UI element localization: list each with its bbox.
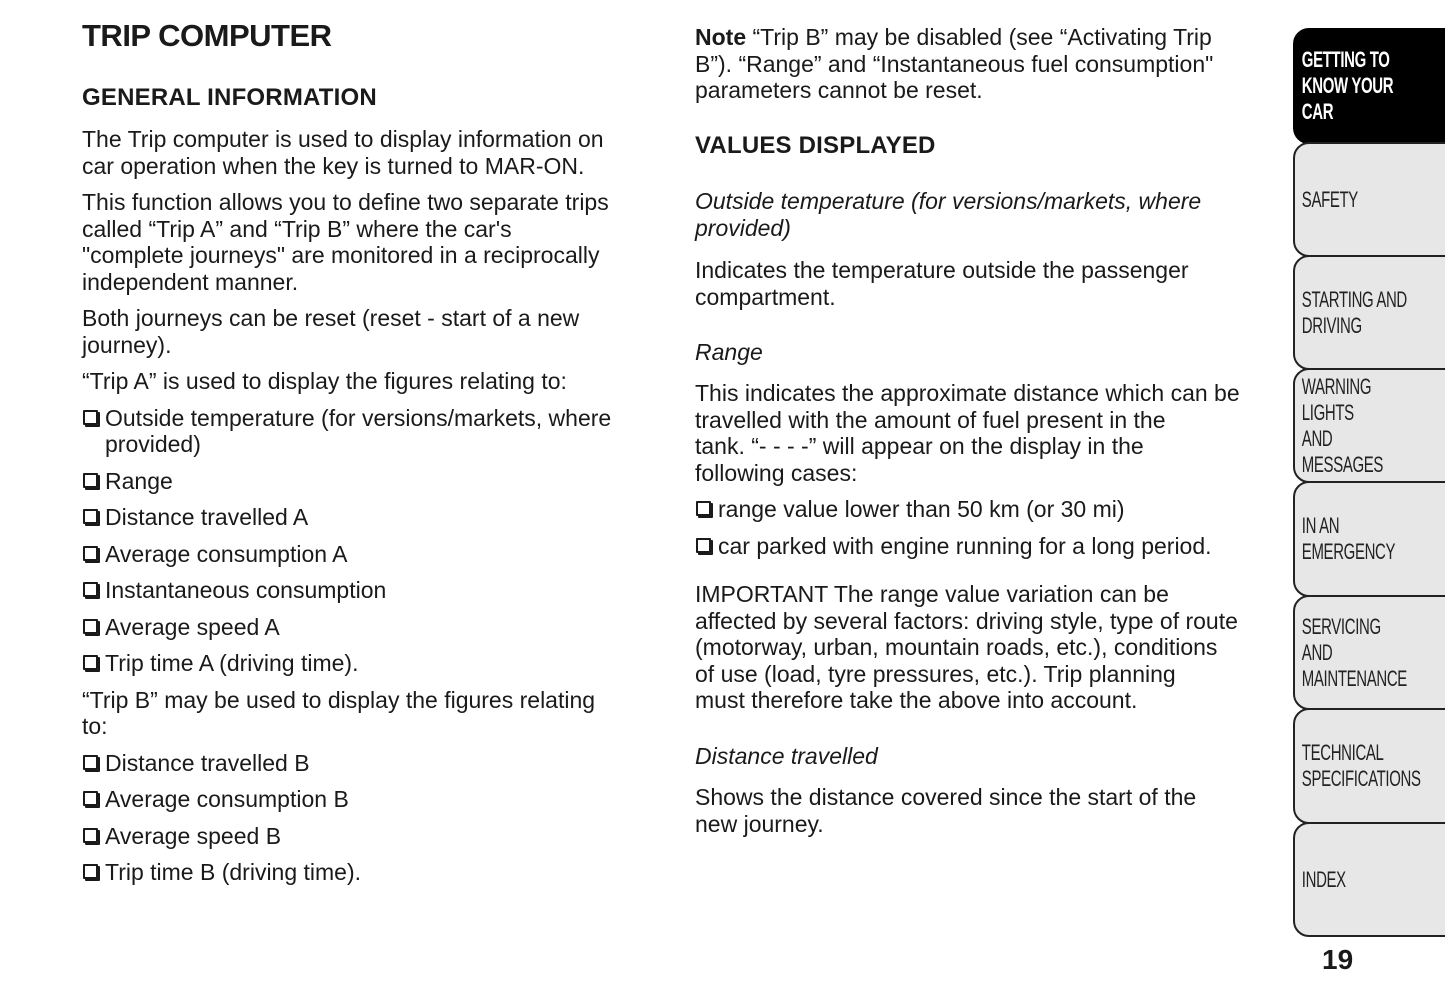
section-heading-values-displayed: VALUES DISPLAYED [695,132,936,159]
list-item: Trip time A (driving time). [82,650,672,677]
left-column [82,126,672,896]
checkbox-bullet-icon [83,410,98,425]
list-item: Average consumption A [82,541,672,568]
checkbox-bullet-icon [83,828,98,843]
list-item: Average consumption B [82,786,672,813]
section-heading-general-information: GENERAL INFORMATION [82,84,377,111]
checkbox-bullet-icon [696,501,711,516]
paragraph: This indicates the approximate distance which can be travelled with the amount of fuel present in the tank. “- - - -” will appear on the display in the following cases: [695,380,1240,486]
trip-a-list [82,405,672,677]
list-item: range value lower than 50 km (or 30 mi) [695,496,1285,523]
checkbox-bullet-icon [696,538,711,553]
subheading-outside-temperature: Outside temperature (for versions/markets, where provided) [695,188,1202,241]
checkbox-bullet-icon [83,473,98,488]
paragraph: “Trip A” is used to display the figures relating to: [82,368,567,394]
subheading-distance-travelled: Distance travelled [695,743,878,769]
tab-getting-to-know-your-car[interactable]: GETTING TO KNOW YOUR CAR [1293,28,1445,144]
paragraph: “Trip B” may be used to display the figures relating to: [82,686,596,739]
tab-servicing-and-maintenance[interactable]: SERVICING AND MAINTENANCE [1293,595,1445,710]
checkbox-bullet-icon [83,864,98,879]
checkbox-bullet-icon [83,655,98,670]
checkbox-bullet-icon [83,509,98,524]
paragraph: The Trip computer is used to display information on car operation when the key is turned to MAR-ON. [82,126,604,179]
paragraph: Both journeys can be reset (reset - start of a new journey). [82,305,580,358]
tab-starting-and-driving[interactable]: STARTING AND DRIVING [1293,255,1445,370]
important-paragraph: IMPORTANT The range value variation can be affected by several factors: driving style, type of route (motorway, urban, mountain roads, etc.), conditions of use (load, tyre pressures, etc.). Trip planning must therefore take the above into account. [695,581,1238,713]
list-item: Average speed A [82,614,672,641]
checkbox-bullet-icon [83,546,98,561]
list-item: Range [82,468,672,495]
page-number: 19 [1322,944,1354,975]
paragraph: This function allows you to define two separate trips called “Trip A” and “Trip B” where the car's "complete journeys" are monitored in a reciprocally independent manner. [82,189,609,295]
checkbox-bullet-icon [83,791,98,806]
list-item: Trip time B (driving time). [82,859,672,886]
range-list [695,496,1285,569]
note-label: Note [695,24,747,50]
checkbox-bullet-icon [83,619,98,634]
page-title: TRIP COMPUTER [82,18,332,53]
trip-b-list [82,750,672,886]
tab-in-an-emergency[interactable]: IN AN EMERGENCY [1293,481,1445,597]
list-item: Average speed B [82,823,672,850]
paragraph: Indicates the temperature outside the passenger compartment. [695,257,1189,310]
tab-technical-specifications[interactable]: TECHNICAL SPECIFICATIONS [1293,708,1445,824]
checkbox-bullet-icon [83,582,98,597]
subheading-range: Range [695,339,763,365]
note-paragraph: Note “Trip B” may be disabled (see “Activating Trip B”). “Range” and “Instantaneous fuel consumption" parameters cannot be reset. [695,24,1214,103]
paragraph: Shows the distance covered since the start of the new journey. [695,784,1197,837]
checkbox-bullet-icon [83,755,98,770]
list-item: car parked with engine running for a long period. [695,533,1285,560]
tab-safety[interactable]: SAFETY [1293,142,1445,257]
list-item: Distance travelled B [82,750,672,777]
list-item: Outside temperature (for versions/markets, where provided) [82,405,672,458]
list-item: Distance travelled A [82,504,672,531]
tab-index[interactable]: INDEX [1293,822,1445,937]
tab-warning-lights-and-messages[interactable]: WARNING LIGHTS AND MESSAGES [1293,368,1445,483]
list-item: Instantaneous consumption [82,577,672,604]
